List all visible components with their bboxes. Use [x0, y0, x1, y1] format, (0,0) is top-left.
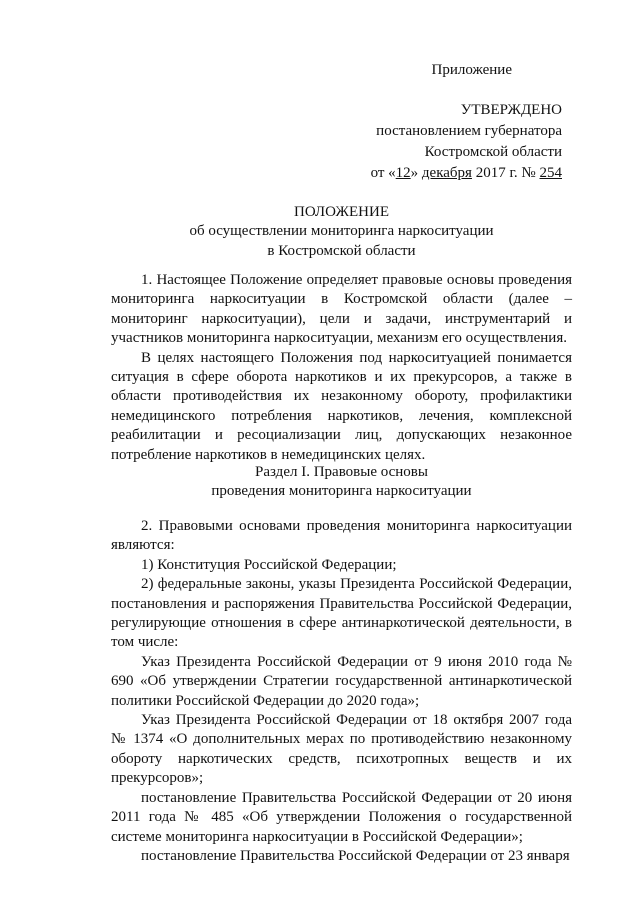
title-line-1: ПОЛОЖЕНИЕ [294, 204, 389, 220]
date-prefix: от « [370, 165, 396, 181]
document-title [111, 203, 572, 261]
approval-line-1: постановлением губернатора [376, 123, 562, 139]
date-month: декабря [421, 165, 472, 181]
intro-text [111, 271, 572, 465]
date-day: 12 [395, 165, 411, 181]
paragraph: Указ Президента Российской Федерации от 18 октября 2007 года № 1374 «О дополнительных мерах по противодействию незаконному обороту наркотических средств, психотропных веществ и их прекурсоров»; [111, 712, 572, 787]
decree-number: 254 [539, 165, 562, 181]
annex-label: Приложение [431, 62, 512, 78]
title-line-3: в Костромской области [267, 242, 416, 259]
paragraph: В целях настоящего Положения под наркоситуацией понимается ситуация в сфере оборота наркотиков и их прекурсоров, а также в области противодействия их незаконному обороту, профилактики немедицинского потребления наркотиков, лечения, комплексной реабилитации и ресоциализации лиц, допускающих незаконное потребление наркотиков в немедицинских целях. [111, 349, 572, 463]
title-line-2: об осуществлении мониторинга наркоситуации [189, 223, 494, 240]
date-suffix: 2017 г. № [471, 165, 540, 181]
section-heading [111, 463, 572, 502]
section-heading-line-1: Раздел I. Правовые основы [255, 464, 428, 480]
approval-block [302, 60, 562, 184]
section-text [111, 517, 572, 866]
section-heading-line-2: проведения мониторинга наркоситуации [211, 483, 472, 500]
approval-line-2: Костромской области [424, 144, 562, 160]
paragraph: постановление Правительства Российской Федерации от 23 января [141, 847, 570, 864]
paragraph: 2) федеральные законы, указы Президента Российской Федерации, постановления и распоряжения Правительства Российской Федерации, регулирующие отношения в сфере антинаркотической деятельности, в том числе: [111, 576, 572, 651]
paragraph: 1. Настоящее Положение определяет правовые основы проведения мониторинга наркоситуации в Костромской области (далее – мониторинг наркоситуации), цели и задачи, инструментарий и участников мониторинга наркоситуации, механизм его осуществления. [111, 272, 572, 347]
approved-label: УТВЕРЖДЕНО [460, 102, 562, 118]
paragraph: 1) Конституция Российской Федерации; [141, 556, 397, 573]
date-mid: » [410, 165, 422, 181]
approval-date [302, 163, 562, 184]
paragraph: 2. Правовыми основами проведения мониторинга наркоситуации являются: [111, 518, 572, 554]
paragraph: постановление Правительства Российской Федерации от 20 июня 2011 года № 485 «Об утверждении Положения о государственной системе мониторинга наркоситуации в Российской Федерации»; [111, 789, 572, 845]
paragraph: Указ Президента Российской Федерации от 9 июня 2010 года № 690 «Об утверждении Стратегии государственной антинаркотической политики Российской Федерации до 2020 года»; [111, 653, 572, 709]
